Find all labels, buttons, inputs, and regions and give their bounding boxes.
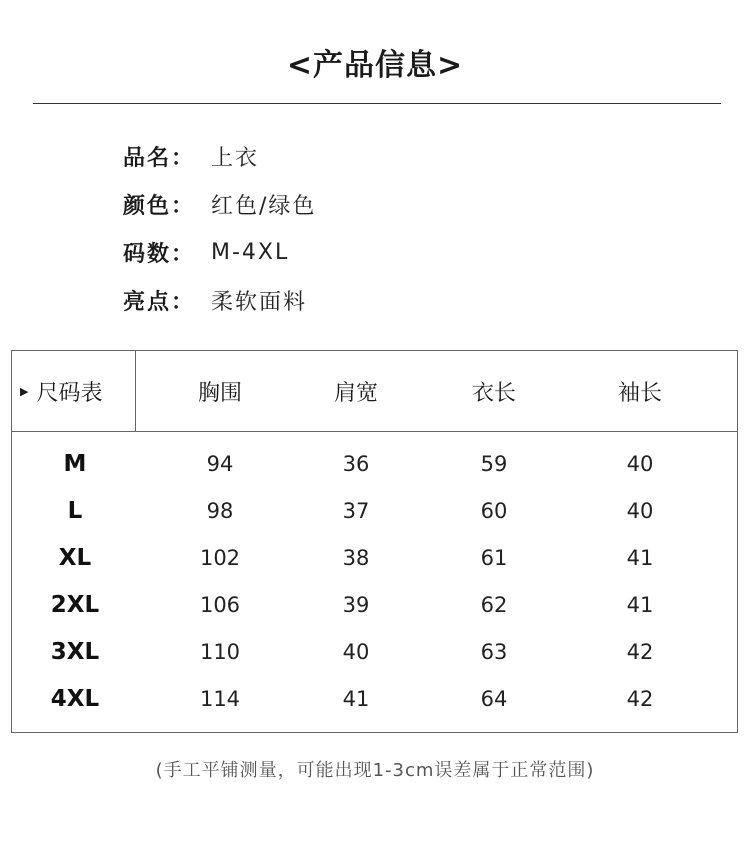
measurement-cell: 62 (480, 592, 508, 617)
table-row (12, 628, 737, 675)
measurement-cell: 98 (206, 498, 234, 523)
measurement-cell: 38 (342, 545, 370, 570)
size-chart-label-cell (12, 351, 136, 431)
table-row (12, 487, 737, 534)
measurement-cell: 40 (626, 498, 654, 523)
measurement-cell: 59 (480, 451, 508, 476)
product-info (123, 132, 316, 324)
size-cell: 2XL (50, 591, 100, 618)
measurement-cell: 41 (626, 545, 654, 570)
size-cell: XL (58, 544, 92, 571)
measurement-cell: 61 (480, 545, 508, 570)
info-value: 上衣 (211, 145, 260, 171)
measurement-cell: 110 (199, 639, 241, 664)
info-row-name (123, 132, 316, 180)
size-chart-table (11, 350, 738, 733)
column-header-shoulder: 肩宽 (333, 380, 378, 406)
measurement-cell: 114 (199, 686, 241, 711)
column-header-length: 衣长 (471, 380, 516, 406)
measurement-cell: 41 (626, 592, 654, 617)
info-label: 颜色： (123, 193, 196, 219)
measurement-cell: 64 (480, 686, 508, 711)
size-cell: L (67, 497, 83, 524)
info-row-sizes (123, 228, 316, 276)
measurement-cell: 36 (342, 451, 370, 476)
measurement-cell: 37 (342, 498, 370, 523)
title-divider (33, 103, 721, 104)
size-cell: 3XL (50, 638, 100, 665)
column-header-chest: 胸围 (197, 380, 242, 406)
triangle-right-icon: ▶ (20, 384, 29, 398)
measurement-cell: 42 (626, 686, 654, 711)
measurement-note: (手工平铺测量，可能出现1-3cm误差属于正常范围) (155, 760, 595, 781)
measurement-cell: 40 (342, 639, 370, 664)
measurement-cell: 60 (480, 498, 508, 523)
measurement-cell: 42 (626, 639, 654, 664)
info-value: 红色/绿色 (211, 193, 317, 219)
table-body (12, 431, 737, 722)
info-label: 码数： (123, 241, 196, 267)
measurement-cell: 40 (626, 451, 654, 476)
info-value: M-4XL (211, 239, 290, 265)
table-row (12, 675, 737, 722)
info-row-color (123, 180, 316, 228)
size-cell: M (63, 450, 87, 477)
table-row (12, 440, 737, 487)
table-header (12, 351, 737, 432)
info-label: 亮点： (123, 289, 196, 315)
size-chart-label: 尺码表 (36, 380, 103, 406)
info-label: 品名： (123, 145, 196, 171)
measurement-cell: 94 (206, 451, 234, 476)
measurement-cell: 63 (480, 639, 508, 664)
info-row-highlight (123, 276, 316, 324)
table-row (12, 581, 737, 628)
size-cell: 4XL (50, 685, 100, 712)
measurement-cell: 41 (342, 686, 370, 711)
page-title: <产品信息> (286, 48, 464, 83)
info-value: 柔软面料 (211, 289, 308, 315)
measurement-cell: 102 (199, 545, 241, 570)
column-header-sleeve: 袖长 (617, 380, 662, 406)
measurement-cell: 39 (342, 592, 370, 617)
measurement-cell: 106 (199, 592, 241, 617)
table-row (12, 534, 737, 581)
